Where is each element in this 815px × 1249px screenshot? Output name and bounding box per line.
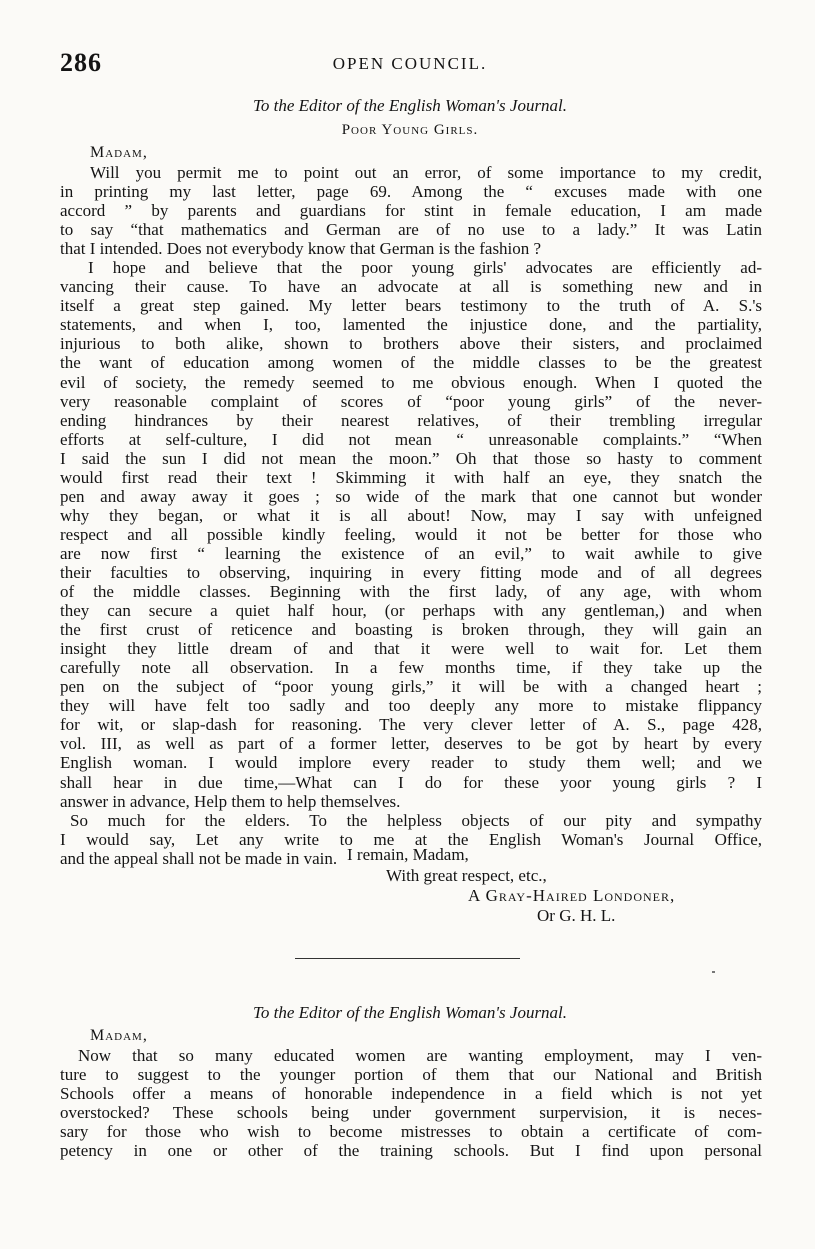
letter1-title: To the Editor of the English Woman's Journal.	[252, 96, 568, 115]
letter1-line-26: insight they little dream of and that it were well to wait for. Let them	[60, 639, 762, 659]
letter1-line-36: I would say, Let any write to me at the English Woman's Journal Office,	[60, 829, 762, 849]
letter1-line-5: that I intended. Does not everybody know that German is the fashion ?	[60, 239, 542, 259]
letter1-line-17: would first read their text ! Skimming it with half an eye, they snatch the	[60, 467, 762, 487]
letter1-line-20: respect and all possible kindly feeling, would it not be better for those who	[60, 524, 762, 544]
letter1-line-22: their faculties to observing, inquiring in every fitting mode and of all degrees	[60, 562, 762, 582]
letter1-line-18: pen and away away it goes ; so wide of the mark that one cannot but wonder	[60, 486, 762, 506]
page-header	[60, 48, 760, 82]
letter1-line-19: why they began, or what it is all about! Now, may I say with unfeigned	[60, 505, 762, 525]
letter1-line-14: ending hindrances by their nearest relatives, of their trembling irregular	[60, 410, 762, 430]
letter1-line-3: accord ” by parents and guardians for stint in female education, I am made	[60, 201, 762, 221]
letter1-line-6: I hope and believe that the poor young girls' advocates are efficiently ad-	[88, 258, 762, 278]
letter2-line-4: overstocked? These schools being under government surpervision, it is neces-	[60, 1103, 762, 1123]
letter1-line-31: vol. III, as well as part of a former letter, deserves to be got by heart by every	[60, 734, 762, 754]
letter1-line-34: answer in advance, Help them to help themselves.	[60, 791, 401, 811]
letter1-line-16: I said the sun I did not mean the moon.” Oh that those so hasty to comment	[60, 448, 762, 468]
letter2-line-3: Schools offer a means of honorable independence in a field which is not yet	[60, 1084, 762, 1104]
letter1-line-10: injurious to both alike, shown to brothers above their sisters, and proclaimed	[60, 334, 762, 354]
letter1-line-25: the first crust of reticence and boasting is broken through, they will gain an	[60, 620, 762, 640]
letter1-line-21: are now first “ learning the existence of an evil,” to wait awhile to give	[60, 543, 762, 563]
letter2-title: To the Editor of the English Woman's Journal.	[252, 1003, 568, 1022]
letter2-body	[60, 1046, 762, 1160]
page-number: 286	[60, 48, 102, 77]
letter1-line-12: evil of society, the remedy seemed to me obvious enough. When I quoted the	[60, 372, 762, 392]
letter2-line-1: Now that so many educated women are wanting employment, may I ven-	[78, 1046, 762, 1065]
letter1-line-37: and the appeal shall not be made in vain.	[60, 848, 338, 868]
letter1-line-33: shall hear in due time,—What can I do for these yoor young girls ? I	[60, 772, 762, 792]
letter1-line-28: pen on the subject of “poor young girls,” it will be with a changed heart ;	[60, 677, 762, 697]
letter2-line-5: sary for those who wish to become mistresses to obtain a certificate of com-	[60, 1122, 762, 1142]
letter1-subtitle: Poor Young Girls.	[341, 122, 479, 138]
letter1-line-11: the want of education among women of the middle classes to be the greatest	[60, 353, 762, 373]
letter1-line-9: statements, and when I, too, lamented the injustice done, and the partiality,	[60, 315, 762, 335]
letter2-salutation: Madam,	[90, 1027, 148, 1044]
letter2-line-6: petency in one or other of the training schools. But I find upon personal	[60, 1141, 762, 1161]
letter1-line-27: carefully note all observation. In a few months time, if they take up the	[60, 658, 762, 678]
letter2-line-2: ture to suggest to the younger portion of them that our National and British	[60, 1065, 762, 1085]
letter1-line-30: for wit, or slap-dash for reasoning. The very clever letter of A. S., page 428,	[60, 715, 762, 735]
letter1-line-8: itself a great step gained. My letter bears testimony to the truth of A. S.'s	[60, 296, 762, 316]
letter1-line-7: vancing their cause. To have an advocate at all is something new and in	[60, 277, 762, 297]
letter1-line-4: to say “that mathematics and German are of no use to a lady.” It was Latin	[60, 220, 762, 240]
letter1-salutation: Madam,	[90, 144, 148, 161]
letter1-line-24: they can secure a quiet half hour, (or perhaps with any gentleman,) and when	[60, 601, 762, 621]
running-head: OPEN COUNCIL.	[332, 54, 488, 73]
letter1-closing-1: I remain, Madam,	[347, 845, 469, 864]
letter1-line-1: Will you permit me to point out an error, of some importance to my credit,	[90, 163, 762, 182]
letter1-signature-initials: Or G. H. L.	[537, 906, 616, 925]
letter1-line-2: in printing my last letter, page 69. Among the “ excuses made with one	[60, 182, 762, 202]
section-divider	[295, 958, 520, 959]
letter1-line-35: So much for the elders. To the helpless objects of our pity and sympathy	[70, 810, 762, 830]
letter1-line-13: very reasonable complaint of scores of “poor young girls” of the never-	[60, 391, 762, 411]
letter1-line-32: English woman. I would implore every reader to study them well; and we	[60, 753, 762, 773]
page-mark	[712, 971, 715, 973]
letter1-line-29: they will have felt too sadly and too deeply any more to mistake flippancy	[60, 696, 762, 716]
letter1-closing-2: With great respect, etc.,	[386, 866, 547, 885]
letter1-line-15: efforts at self-culture, I did not mean “ unreasonable complaints.” “When	[60, 429, 762, 449]
letter1-body	[60, 163, 762, 868]
letter1-line-23: of the middle classes. Beginning with the first lady, of any age, with whom	[60, 582, 762, 602]
letter1-signature: A Gray-Haired Londoner,	[468, 886, 676, 905]
